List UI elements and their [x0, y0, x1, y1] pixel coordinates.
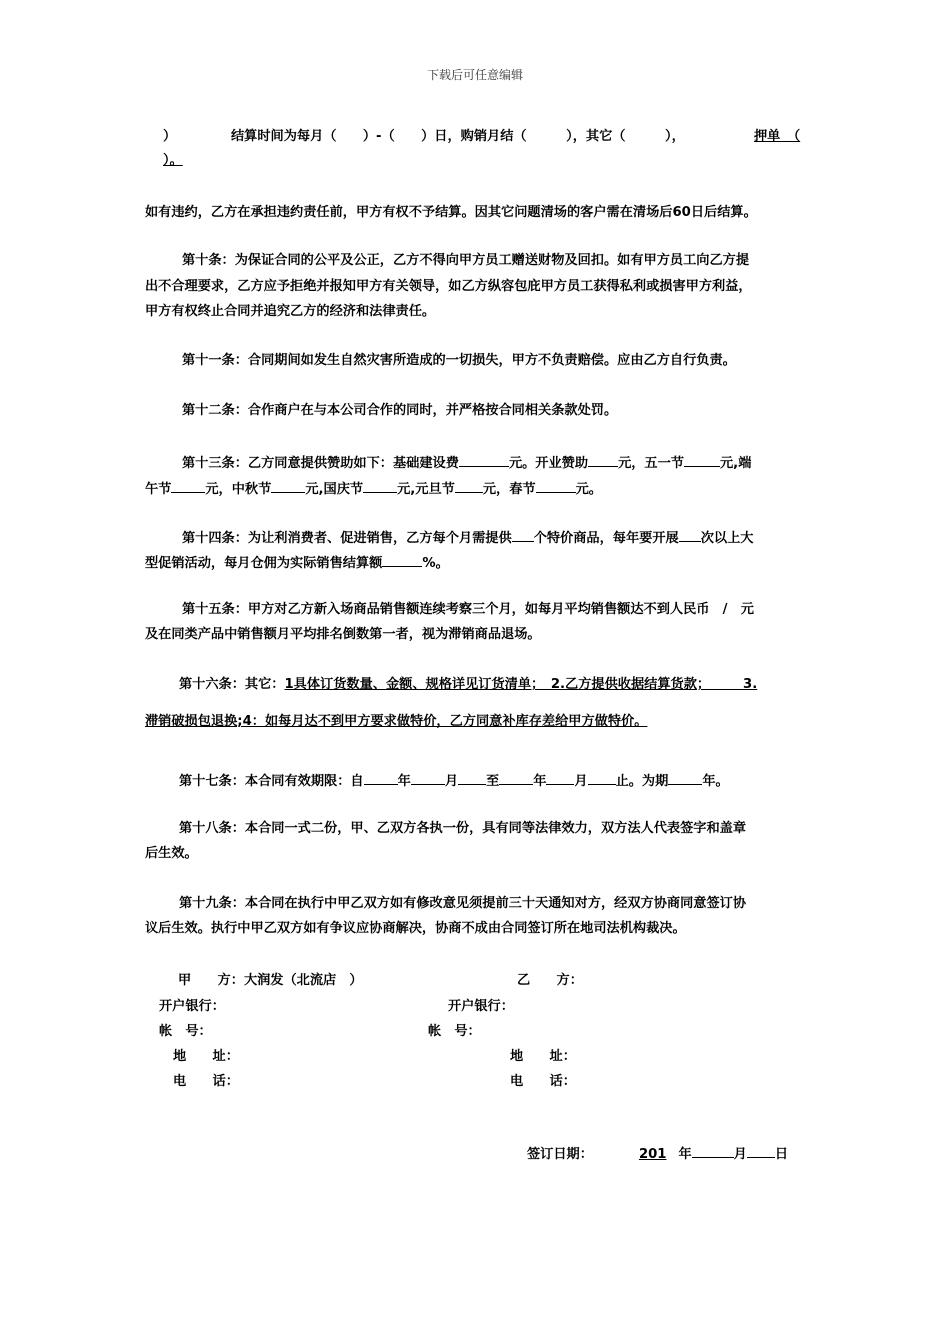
- a14-text-a: 第十四条：为让利消费者、促进销售，乙方每个月需提供: [182, 531, 512, 546]
- article-11: 第十一条：合同期间如发生自然灾害所造成的一切损失，甲方不负责赔偿。应由乙方自行负责。: [182, 353, 736, 368]
- article-15-line-1: 第十五条：甲方对乙方新入场商品销售额连续考察三个月，如每月平均销售额达不到人民币 / 元: [182, 602, 754, 617]
- blank-field[interactable]: [747, 1143, 775, 1158]
- blank-field[interactable]: [455, 478, 483, 493]
- blank-field[interactable]: [536, 478, 576, 493]
- blank-field[interactable]: [692, 1143, 734, 1158]
- deposit-text: 押单 （: [754, 129, 801, 144]
- article-10-line-2: 出不合理要求，乙方应予拒绝并报知甲方有关领导，如乙方纵容包庇甲方员工获得私利或损害甲方利益，: [145, 279, 752, 294]
- blank-field[interactable]: [668, 770, 702, 785]
- blank-field[interactable]: [363, 478, 397, 493]
- sign-date: [527, 1143, 788, 1162]
- blank-field[interactable]: [512, 527, 534, 542]
- a13-text-e: 午节: [145, 482, 172, 497]
- article-14-line-2: [145, 552, 810, 573]
- a13-text-c: 元，五一节: [618, 456, 684, 471]
- a17-text-h: 年。: [702, 774, 729, 789]
- party-b-account: 帐 号：: [428, 1024, 481, 1039]
- sign-date-year[interactable]: 201: [638, 1147, 667, 1162]
- blank-field[interactable]: [499, 770, 533, 785]
- sign-date-label: 签订日期：: [527, 1147, 593, 1162]
- party-b-bank: 开户银行：: [448, 999, 514, 1014]
- a14-text-c: 次以上大: [700, 531, 754, 546]
- a17-text-d: 至: [486, 774, 500, 789]
- party-a-phone: 电 话：: [173, 1074, 239, 1089]
- sign-date-d: 日: [774, 1147, 789, 1162]
- settlement-terms: 结算时间为每月（ ）-（ ）日，购销月结（ ），其它（ ），: [231, 129, 685, 144]
- a14-text-d: 型促销活动，每月仓佣为实际销售结算额: [145, 556, 383, 571]
- article-18-line-2: 后生效。: [145, 846, 198, 861]
- blank-field[interactable]: [382, 552, 422, 567]
- blank-field[interactable]: [546, 770, 574, 785]
- page-header: 下载后可任意编辑: [426, 68, 523, 82]
- a13-text-a: 第十三条：乙方同意提供赞助如下：基础建设费: [182, 456, 459, 471]
- a17-text-b: 年: [397, 774, 411, 789]
- a13-text-j: 元。: [575, 482, 602, 497]
- blank-field[interactable]: [171, 478, 205, 493]
- a13-text-h: 元,元旦节: [397, 482, 455, 497]
- article-10-line-3: 甲方有权终止合同并追究乙方的经济和法律责任。: [145, 304, 436, 319]
- party-b-address: 地 址：: [510, 1049, 576, 1064]
- article-15-line-2: 及在同类产品中销售额月平均排名倒数第一者，视为滞销商品退场。: [145, 627, 541, 642]
- article-17: [145, 770, 844, 791]
- blank-field[interactable]: [411, 770, 445, 785]
- blank-field[interactable]: [679, 527, 701, 542]
- a17-text-e: 年: [533, 774, 547, 789]
- a17-text-c: 月: [444, 774, 458, 789]
- party-a-account: 帐 号：: [159, 1024, 212, 1039]
- a17-text-a: 第十七条：本合同有效期限：自: [179, 774, 364, 789]
- a17-text-g: 止。为期: [615, 774, 669, 789]
- sign-date-y: 年: [678, 1147, 692, 1162]
- party-a-label: 甲 方：: [178, 973, 244, 988]
- article-13-line-2: [145, 478, 810, 499]
- party-b-label: 乙 方：: [517, 973, 583, 988]
- article-19-line-2: 议后生效。执行中甲乙双方如有争议应协商解决，协商不成由合同签订所在地司法机构裁决。: [145, 921, 686, 936]
- article-12: 第十二条：合作商户在与本公司合作的同时，并严格按合同相关条款处罚。: [182, 403, 618, 418]
- a16-text-a: 第十六条：其它：: [179, 677, 285, 692]
- a16-text-c: 滞销破损包退换;4：如每月达不到甲方要求做特价，乙方同意补库存差给甲方做特价。: [145, 714, 648, 729]
- article-16-line-2: [145, 713, 810, 731]
- a13-text-i: 元，春节: [482, 482, 536, 497]
- blank-field[interactable]: [364, 770, 398, 785]
- breach-clause: 如有违约，乙方在承担违约责任前，甲方有权不予结算。因其它问题清场的客户需在清场后60日后结算。: [145, 205, 757, 220]
- article-14-line-1: [145, 527, 847, 548]
- sign-date-m: 月: [733, 1147, 747, 1162]
- a13-text-g: 元,国庆节: [305, 482, 364, 497]
- article-19-line-1: 第十九条：本合同在执行中甲乙双方如有修改意见须提前三十天通知对方，经双方协商同意签订协: [179, 896, 747, 911]
- a14-text-e: %。: [422, 556, 449, 571]
- a13-text-b: 元。开业赞助: [508, 456, 589, 471]
- blank-field[interactable]: [684, 452, 720, 467]
- blank-field[interactable]: [271, 478, 305, 493]
- blank-field[interactable]: [458, 770, 486, 785]
- deposit-close: ）。: [163, 153, 183, 168]
- a16-text-b: 1具体订货数量、金额、规格详见订货清单； 2.乙方提供收据结算货款； 3.: [284, 677, 758, 692]
- blank-field[interactable]: [588, 452, 618, 467]
- blank-field[interactable]: [459, 452, 509, 467]
- party-a-address: 地 址：: [173, 1049, 239, 1064]
- settlement-paren: ）: [163, 129, 177, 144]
- a14-text-b: 个特价商品，每年要开展: [533, 531, 679, 546]
- party-a-name: 大润发（北流店 ）: [243, 973, 363, 988]
- a13-text-d: 元,端: [720, 456, 752, 471]
- article-18-line-1: 第十八条：本合同一式二份，甲、乙双方各执一份，具有同等法律效力，双方法人代表签字和盖章: [179, 821, 747, 836]
- article-13-line-1: [145, 452, 847, 473]
- party-b-phone: 电 话：: [510, 1074, 576, 1089]
- a17-text-f: 月: [574, 774, 588, 789]
- article-16-line-1: [145, 676, 844, 694]
- party-a-bank: 开户银行：: [159, 999, 225, 1014]
- blank-field[interactable]: [588, 770, 616, 785]
- article-10-line-1: 第十条：为保证合同的公平及公正，乙方不得向甲方员工赠送财物及回扣。如有甲方员工向乙方提: [182, 253, 750, 268]
- party-a-name-row: [178, 969, 363, 988]
- a13-text-f: 元，中秋节: [205, 482, 272, 497]
